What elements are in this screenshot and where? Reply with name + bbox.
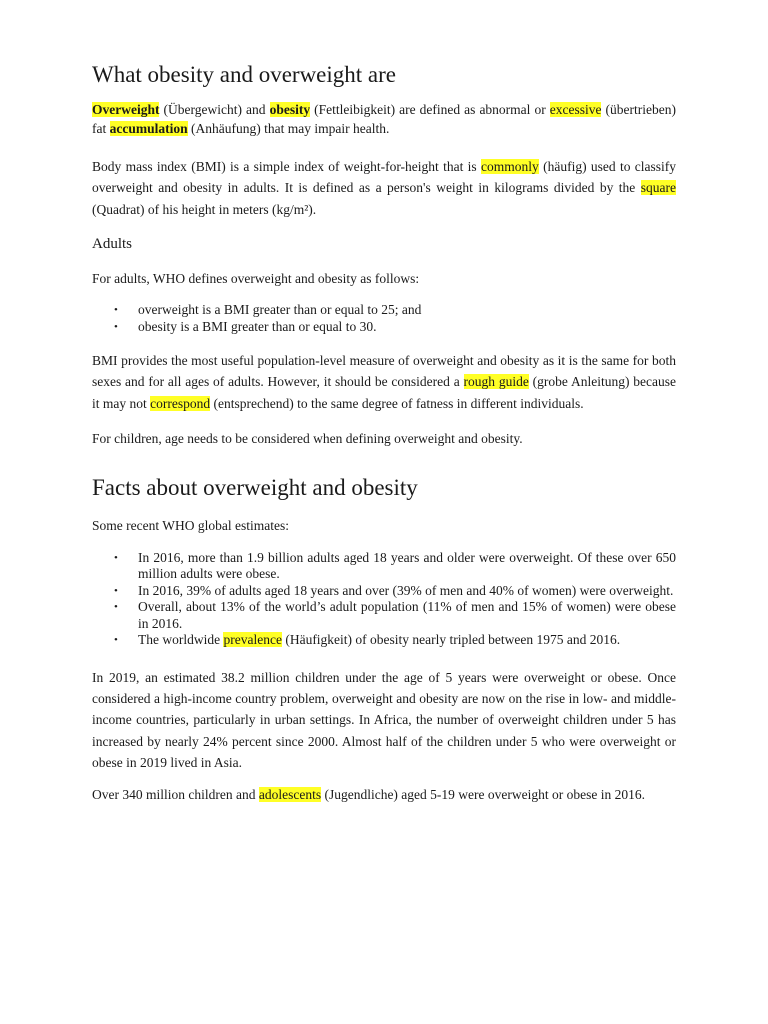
estimates-intro-paragraph: Some recent WHO global estimates:: [92, 518, 289, 534]
bullet-icon: •: [114, 304, 118, 317]
list-item: • The worldwide prevalence (Häufigkeit) of obesity nearly tripled between 1975 and 2016.: [114, 632, 621, 648]
adults-bullet-list: [92, 302, 676, 335]
highlight-obesity: obesity: [269, 102, 311, 117]
list-item: • In 2016, 39% of adults aged 18 years and over (39% of men and 40% of women) were overweight.: [114, 582, 674, 598]
highlight-adolescents: adolescents: [258, 787, 322, 803]
bullet-icon: •: [114, 601, 118, 614]
adolescents-paragraph: Over 340 million children and adolescents (Jugendliche) aged 5-19 were overweight or obese in 2016.: [92, 787, 645, 803]
children-note-paragraph: For children, age needs to be considered when defining overweight and obesity.: [92, 431, 523, 447]
facts-bullet-list: [92, 550, 676, 649]
bullet-icon: •: [114, 634, 118, 647]
list-item: • obesity is a BMI greater than or equal to 30.: [114, 318, 377, 334]
list-item: • Overall, about 13% of the world’s adult population (11% of men and 15% of women) were obese in 2016.: [114, 599, 676, 631]
section-heading-facts: Facts about overweight and obesity: [92, 475, 418, 501]
bullet-icon: •: [114, 320, 118, 333]
section-heading-what-obesity: What obesity and overweight are: [92, 62, 396, 87]
highlight-commonly: commonly: [481, 159, 539, 174]
subheading-adults: Adults: [92, 235, 133, 252]
list-item: • overweight is a BMI greater than or equal to 25; and: [114, 302, 422, 318]
highlight-overweight: Overweight: [92, 102, 160, 117]
bmi-definition-paragraph: Body mass index (BMI) is a simple index of weight-for-height that is commonly (häufig) used to classify overweight and obesity in adults. It is defined as a person's weight in kilograms divided by the square (Quadrat) of his height in meters (kg/m²).: [92, 159, 677, 217]
highlight-rough-guide: rough guide: [463, 374, 529, 390]
bullet-icon: •: [114, 551, 118, 564]
intro-paragraph: Overweight (Übergewicht) and obesity (Fettleibigkeit) are defined as abnormal or excessive (übertrieben) fat accumulation (Anhäufung) that may impair health.: [92, 102, 676, 136]
highlight-prevalence: prevalence: [223, 632, 282, 648]
list-item: • In 2016, more than 1.9 billion adults aged 18 years and older were overweight. Of these over 650 million adults were obese.: [114, 549, 676, 582]
highlight-square: square: [640, 180, 676, 196]
highlight-excessive: excessive: [549, 102, 602, 117]
adults-intro-paragraph: For adults, WHO defines overweight and obesity as follows:: [92, 270, 420, 286]
document-body: [92, 58, 676, 805]
children-2019-paragraph: In 2019, an estimated 38.2 million children under the age of 5 years were overweight or obese. Once considered a high-income country problem, overweight and obesity are now on the rise in low- and middle-income countries, particularly in urban settings. In Africa, the number of overweight children under 5 has increased by nearly 24% percent since 2000. Almost half of the children under 5 who were overweight or obese in 2019 lived in Asia.: [92, 669, 676, 770]
bmi-measure-paragraph: BMI provides the most useful population-level measure of overweight and obesity as it is the same for both sexes and for all ages of adults. However, it should be considered a rough guide (grobe Anleitung) because it may not correspond (entsprechend) to the same degree of fatness in different individuals.: [92, 353, 676, 411]
bullet-icon: •: [114, 584, 118, 597]
highlight-correspond: correspond: [150, 395, 211, 411]
highlight-accumulation: accumulation: [109, 120, 188, 136]
